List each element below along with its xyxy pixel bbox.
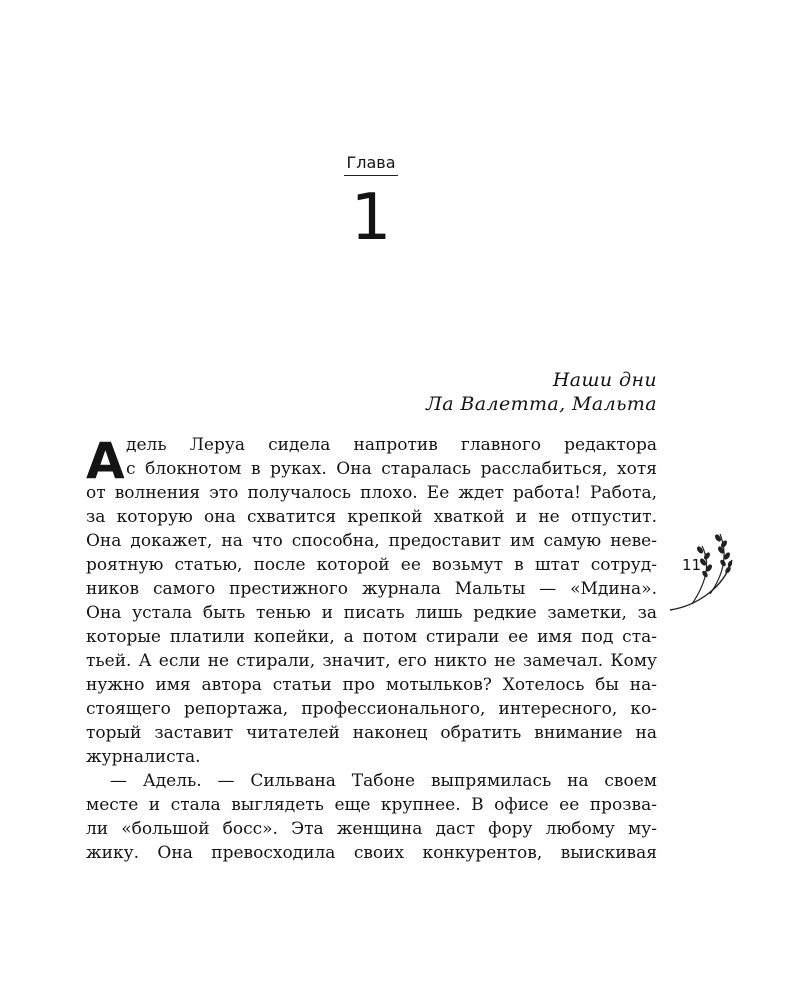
leaf-sprig-ornament-icon xyxy=(666,526,746,616)
text-line: с блокнотом в руках. Она старалась расслабиться, хотя xyxy=(126,459,657,479)
chapter-label: Глава xyxy=(346,153,396,172)
text-line: нужно имя автора статьи про мотыльков? Хотелось бы на- xyxy=(86,675,657,695)
epigraph xyxy=(426,368,657,416)
text-line: ли «большой босс». Эта женщина даст фору любому му- xyxy=(86,819,657,839)
text-line: тьей. А если не стирали, значит, его никто не замечал. Кому xyxy=(86,651,657,671)
text-line: роятную статью, после которой ее возьмут в штат сотруд- xyxy=(86,555,657,575)
chapter-number: 1 xyxy=(350,181,392,255)
text-line: месте и стала выглядеть еще крупнее. В офисе ее прозва- xyxy=(86,795,657,815)
text-line: за которую она схватится крепкой хваткой и не отпустит. xyxy=(86,507,657,527)
text-line: дель Леруа сидела напротив главного редактора xyxy=(126,435,657,455)
text-line: Она устала быть тенью и писать лишь редкие заметки, за xyxy=(86,603,657,623)
text-line: жику. Она превосходила своих конкурентов, выискивая xyxy=(86,843,657,863)
epigraph-time: Наши дни xyxy=(552,369,657,391)
text-line: ников самого престижного журнала Мальты — «Мдина». xyxy=(86,579,657,599)
text-line: Она докажет, на что способна, предоставит им самую неве- xyxy=(86,531,657,551)
text-line: которые платили копейки, а потом стирали ее имя под ста- xyxy=(86,627,657,647)
text-line: от волнения это получалось плохо. Ее ждет работа! Работа, xyxy=(86,483,657,503)
chapter-rule xyxy=(344,175,398,176)
text-line: журналиста. xyxy=(86,747,201,767)
page-number: 11 xyxy=(682,556,702,574)
text-line: — Адель. — Сильвана Табоне выпрямилась на своем xyxy=(110,771,657,791)
text-line: торый заставит читателей наконец обратить внимание на xyxy=(86,723,657,743)
body-text xyxy=(86,433,657,865)
text-line: стоящего репортажа, профессионального, интересного, ко- xyxy=(86,699,657,719)
drop-cap: А xyxy=(86,432,125,490)
epigraph-place: Ла Валетта, Мальта xyxy=(425,393,657,415)
